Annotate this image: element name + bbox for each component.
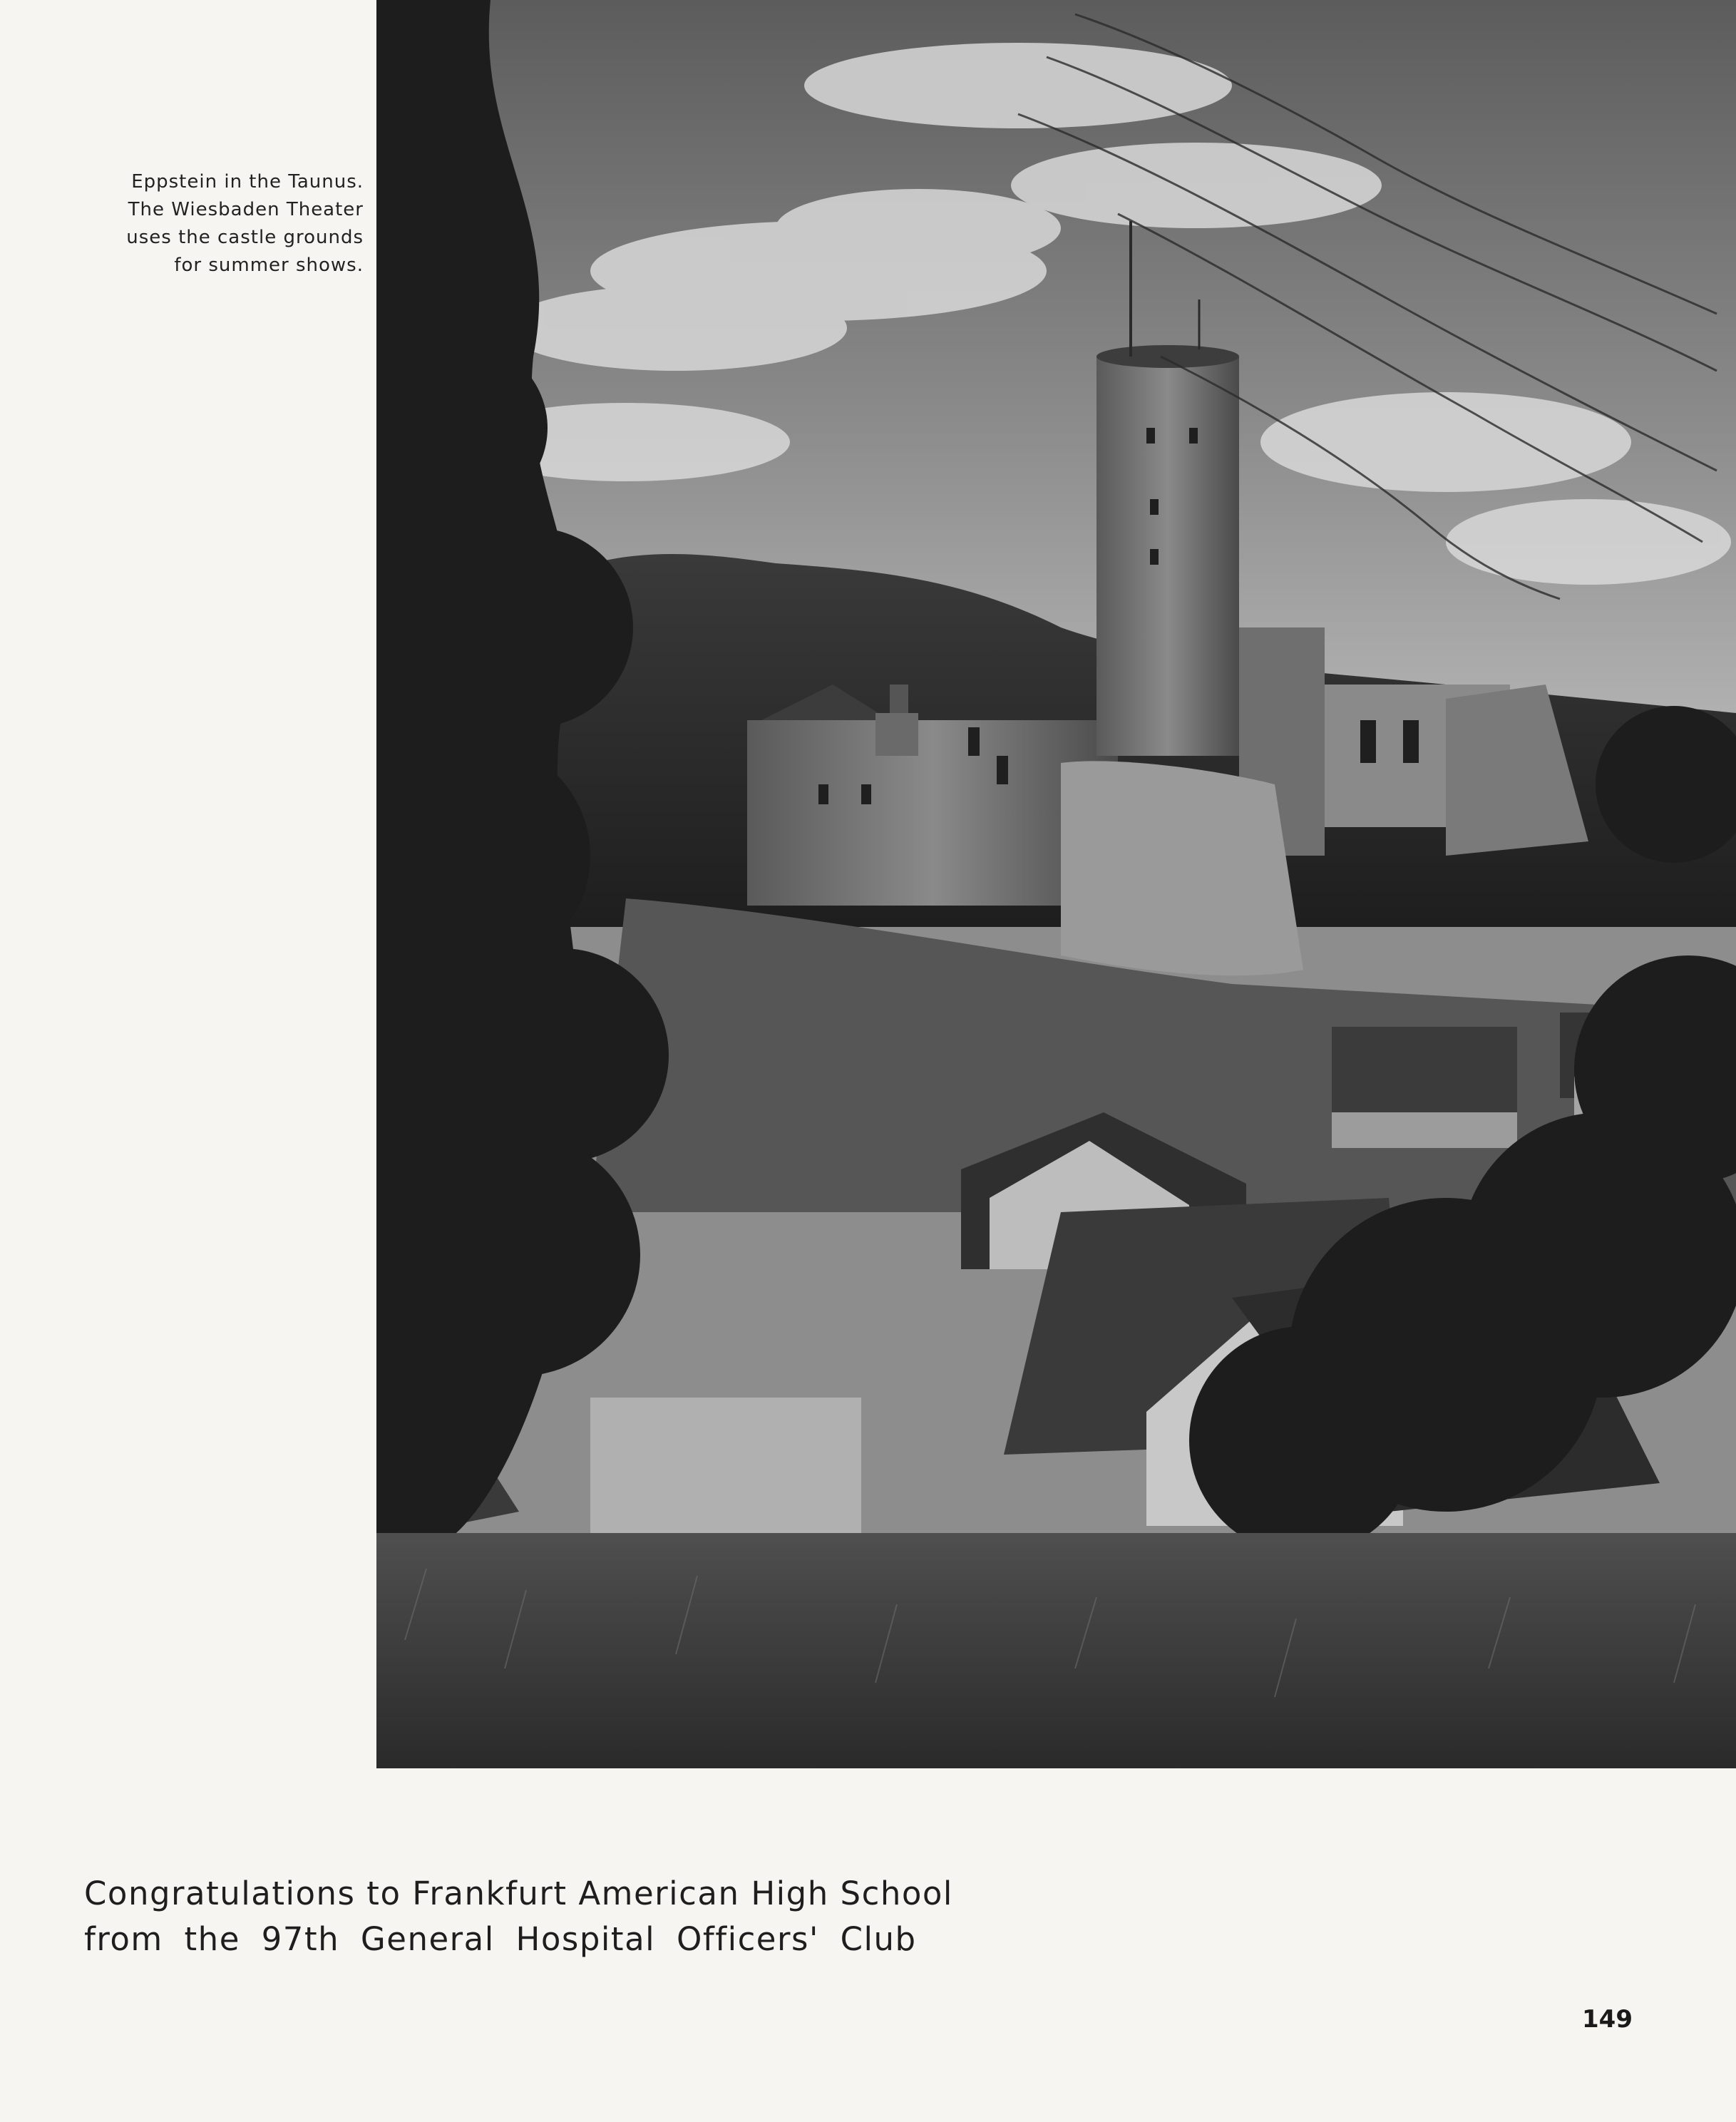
greeting-line: Congratulations to Frankfurt American High School <box>84 1875 953 1912</box>
caption-line: for summer shows. <box>174 255 364 276</box>
greeting-line: from the 97th General Hospital Officers' Club <box>84 1920 917 1958</box>
sponsor-greeting <box>84 1871 953 1962</box>
page-number: 149 <box>1582 2005 1633 2034</box>
photo-caption <box>43 168 364 280</box>
caption-line: Eppstein in the Taunus. <box>131 171 364 193</box>
caption-line: The Wiesbaden Theater <box>128 199 364 220</box>
caption-line: uses the castle grounds <box>126 227 364 248</box>
castle-photograph <box>376 0 1736 1768</box>
